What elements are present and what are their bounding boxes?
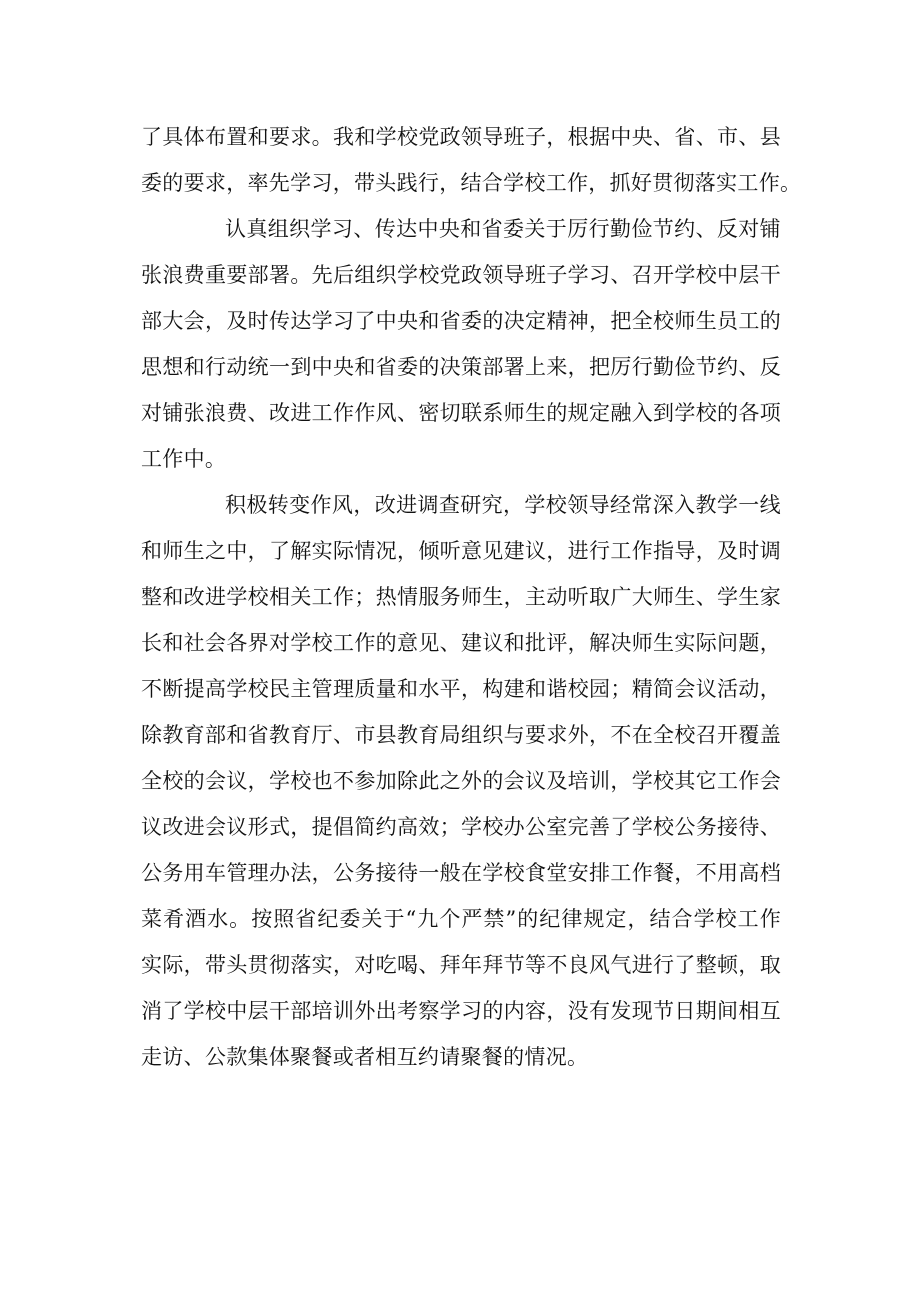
text-line: 实际，带头贯彻落实，对吃喝、拜年拜节等不良风气进行了整顿，取 [141,953,781,977]
text-line: 全校的会议，学校也不参加除此之外的会议及培训，学校其它工作会 [141,769,781,793]
body-text [141,114,802,1080]
text-line: 和师生之中，了解实际情况，倾听意见建议，进行工作指导，及时调 [141,539,781,563]
text-line: 了具体布置和要求。我和学校党政领导班子，根据中央、省、市、县 [141,125,781,149]
text-line: 议改进会议形式，提倡简约高效；学校办公室完善了学校公务接待、 [141,815,781,839]
text-line: 委的要求，率先学习，带头践行，结合学校工作，抓好贯彻落实工作。 [141,171,802,195]
text-line: 消了学校中层干部培训外出考察学习的内容，没有发现节日期间相互 [141,999,781,1023]
paragraph-first-line: 积极转变作风，改进调查研究，学校领导经常深入教学一线 [225,493,781,517]
text-line: 工作中。 [141,447,227,471]
text-line: 张浪费重要部署。先后组织学校党政领导班子学习、召开学校中层干 [141,263,781,287]
text-line: 思想和行动统一到中央和省委的决策部署上来，把厉行勤俭节约、反 [141,355,781,379]
text-line: 走访、公款集体聚餐或者相互约请聚餐的情况。 [141,1045,589,1069]
text-line: 长和社会各界对学校工作的意见、建议和批评，解决师生实际问题， [141,631,781,655]
text-line: 公务用车管理办法，公务接待一般在学校食堂安排工作餐，不用高档 [141,861,781,885]
paragraph-first-line: 认真组织学习、传达中央和省委关于厉行勤俭节约、反对铺 [225,217,781,241]
text-line: 对铺张浪费、改进工作作风、密切联系师生的规定融入到学校的各项 [141,401,781,425]
text-line: 整和改进学校相关工作；热情服务师生，主动听取广大师生、学生家 [141,585,781,609]
text-line: 部大会，及时传达学习了中央和省委的决定精神，把全校师生员工的 [141,309,781,333]
text-line: 不断提高学校民主管理质量和水平，构建和谐校园；精简会议活动， [141,677,781,701]
text-line: 除教育部和省教育厅、市县教育局组织与要求外，不在全校召开覆盖 [141,723,781,747]
text-line: 菜肴酒水。按照省纪委关于“九个严禁”的纪律规定，结合学校工作 [141,907,781,931]
